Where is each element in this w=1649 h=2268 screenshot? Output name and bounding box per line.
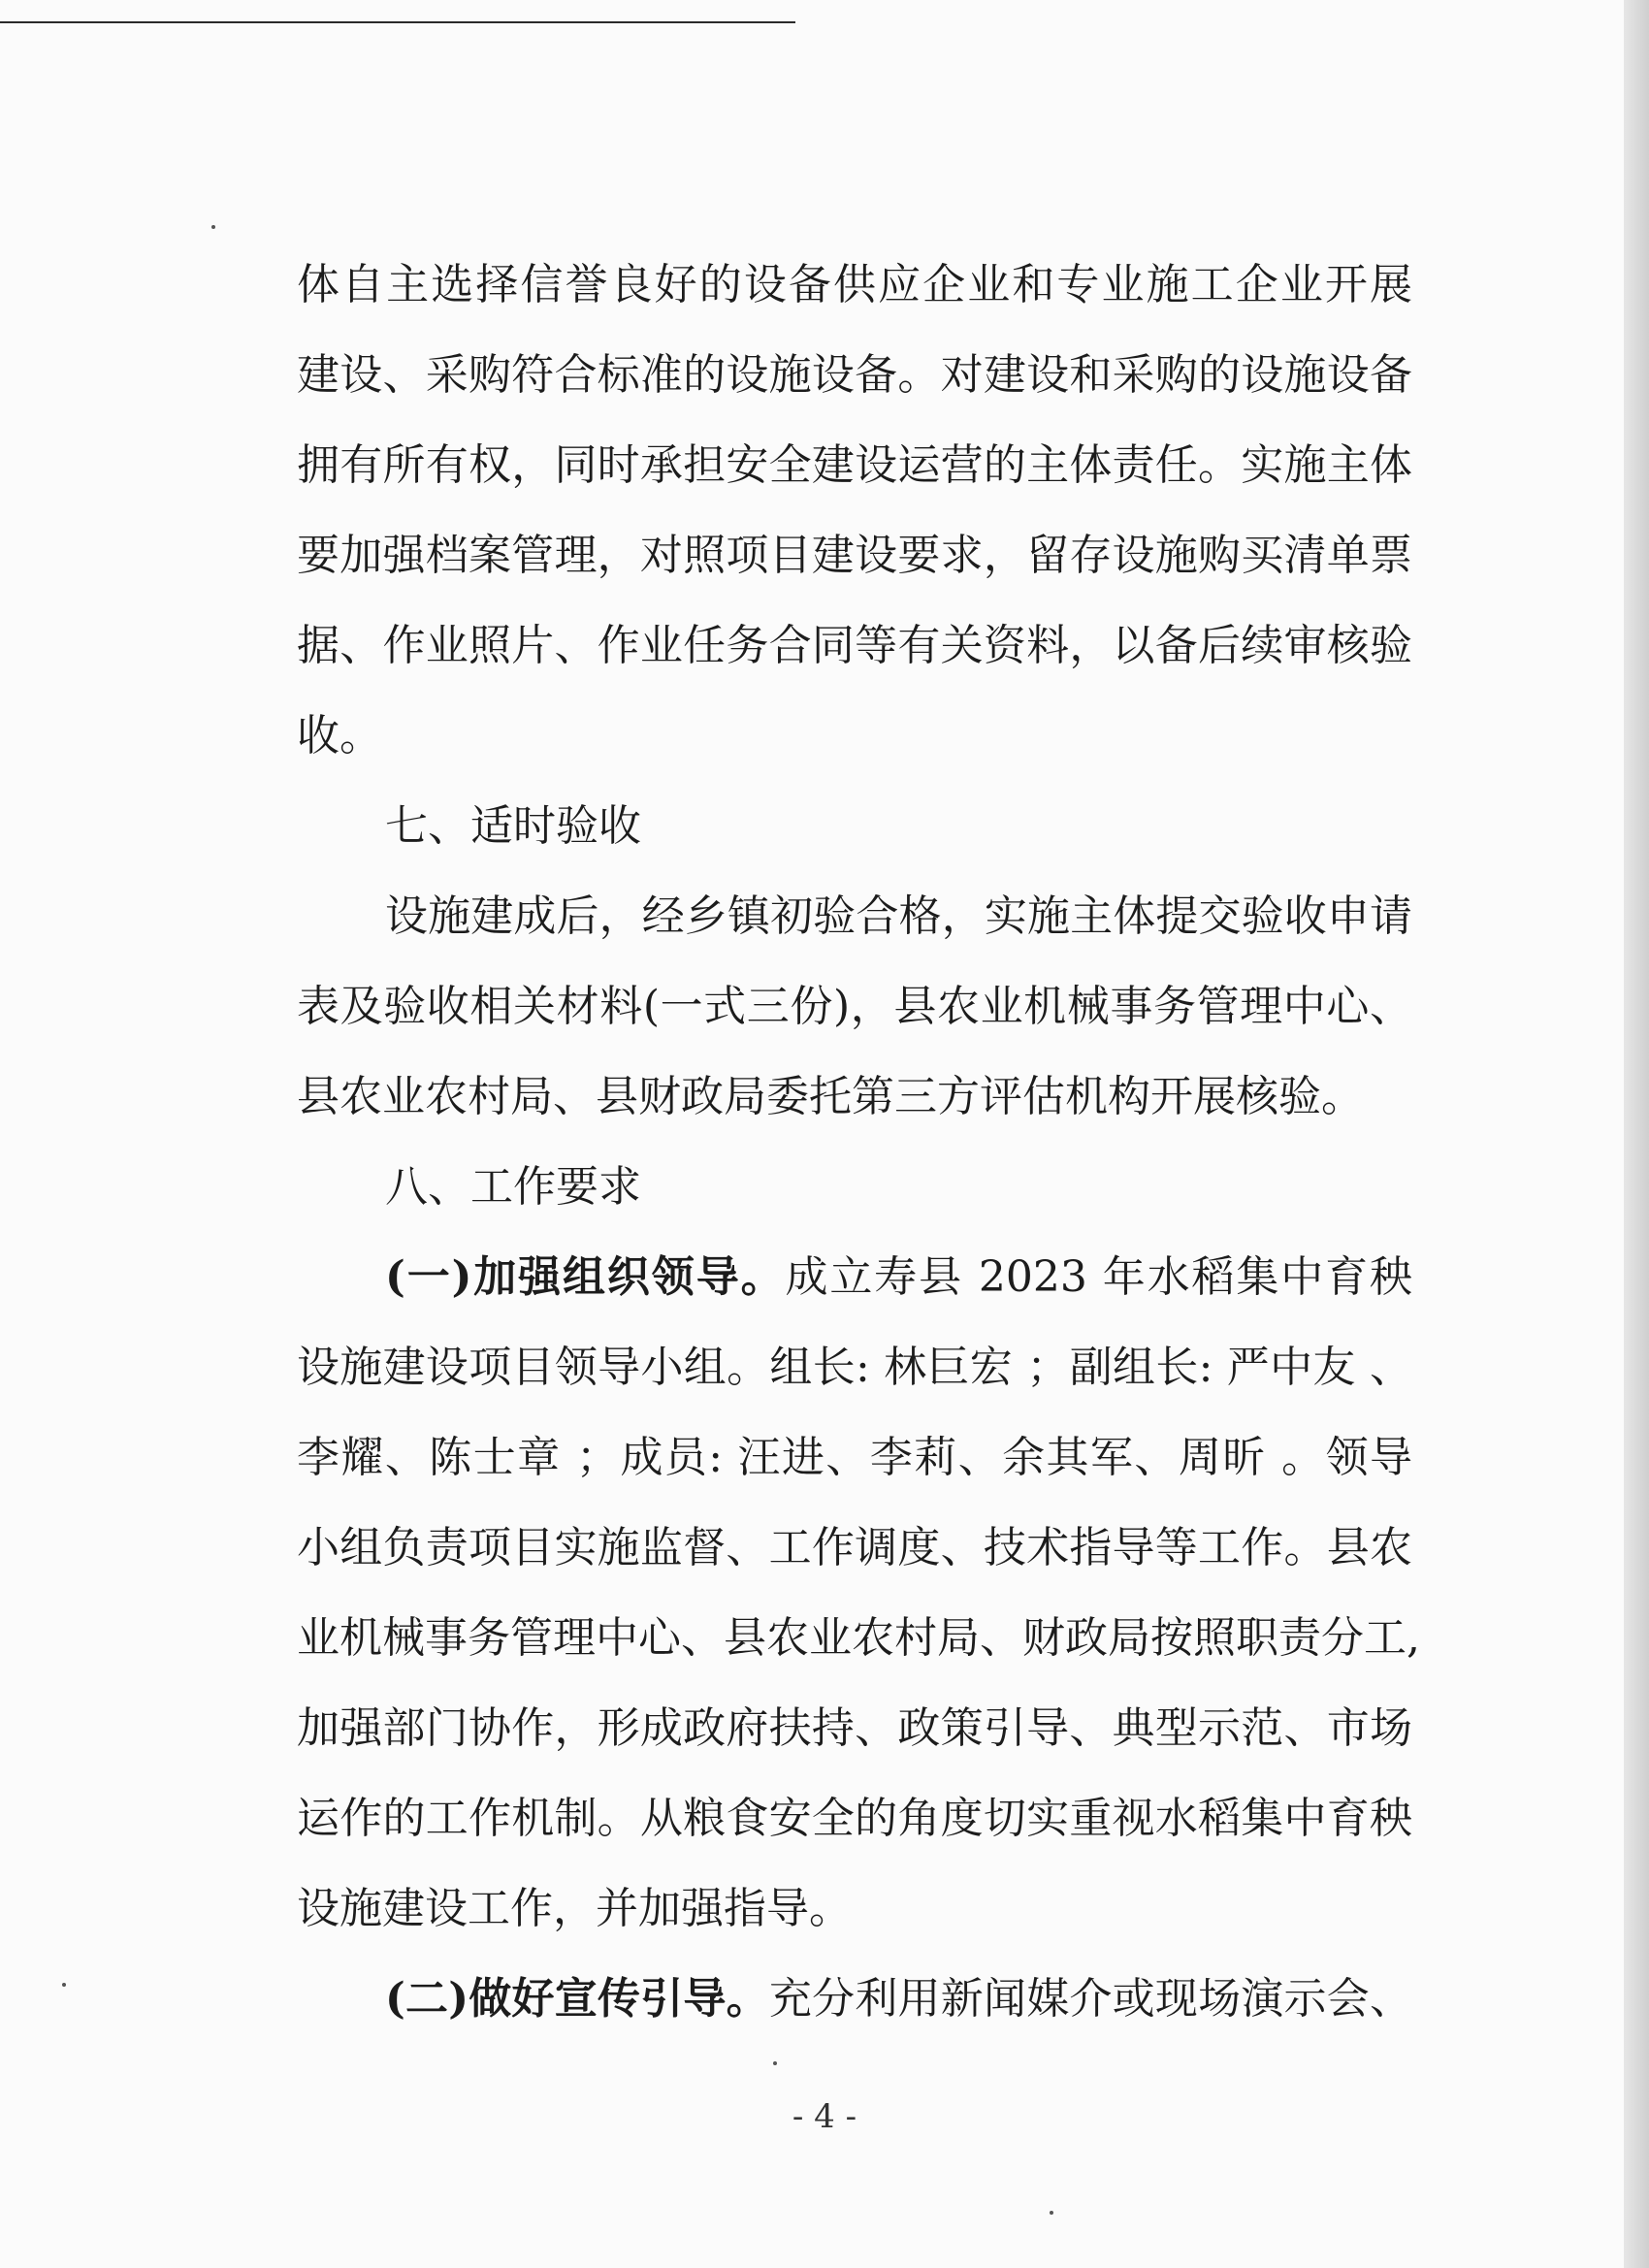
scan-speck bbox=[211, 225, 215, 229]
item-text: 充分利用新闻媒介或现场演示会、 bbox=[768, 1974, 1412, 2024]
text-line: 县农业农村局、县财政局委托第三方评估机构开展核验。 bbox=[297, 1072, 1364, 1121]
text-line: 表及验收相关材料(一式三份)，县农业机械事务管理中心、 bbox=[297, 982, 1412, 1031]
text-line: 运作的工作机制。从粮食安全的角度切实重视水稻集中育秧 bbox=[297, 1794, 1412, 1843]
item-first-line bbox=[385, 1248, 1412, 1307]
text-line: 设施建设工作，并加强指导。 bbox=[297, 1884, 852, 1933]
scan-speck bbox=[62, 1983, 66, 1987]
item-text: 成立寿县 2023 年水稻集中育秧 bbox=[785, 1252, 1413, 1302]
item-first-line bbox=[385, 1970, 1412, 2028]
section-heading: 八、工作要求 bbox=[385, 1162, 641, 1212]
text-line: 建设、采购符合标准的设施设备。对建设和采购的设施设备 bbox=[297, 350, 1412, 400]
scan-speck bbox=[773, 2061, 777, 2065]
text-line: 加强部门协作，形成政府扶持、政策引导、典型示范、市场 bbox=[297, 1703, 1412, 1753]
text-line: 业机械事务管理中心、县农业农村局、财政局按照职责分工, bbox=[297, 1613, 1420, 1663]
text-line: 据、作业照片、作业任务合同等有关资料，以备后续审核验 bbox=[297, 621, 1412, 670]
text-line: 拥有所有权，同时承担安全建设运营的主体责任。实施主体 bbox=[297, 440, 1412, 490]
text-line: 李耀、陈士章 ；成员: 汪进、李莉、余其军、周昕 。领导 bbox=[297, 1433, 1412, 1482]
item-title: (一)加强组织领导。 bbox=[385, 1252, 786, 1302]
item-title: (二)做好宣传引导。 bbox=[385, 1974, 769, 2024]
text-line: 设施建设项目领导小组。组长: 林巨宏 ；副组长: 严中友 、 bbox=[297, 1343, 1412, 1392]
text-line: 收。 bbox=[297, 711, 382, 761]
text-line: 要加强档案管理，对照项目建设要求，留存设施购买清单票 bbox=[297, 531, 1412, 580]
text-line: 设施建成后，经乡镇初验合格，实施主体提交验收申请 bbox=[385, 891, 1412, 941]
text-line: 体自主选择信誉良好的设备供应企业和专业施工企业开展 bbox=[297, 260, 1412, 309]
page-number: - 4 - bbox=[792, 2097, 857, 2136]
text-line: 小组负责项目实施监督、工作调度、技术指导等工作。县农 bbox=[297, 1523, 1412, 1572]
section-heading: 七、适时验收 bbox=[385, 801, 641, 851]
scan-speck bbox=[1050, 2211, 1053, 2215]
top-rule bbox=[0, 21, 795, 23]
